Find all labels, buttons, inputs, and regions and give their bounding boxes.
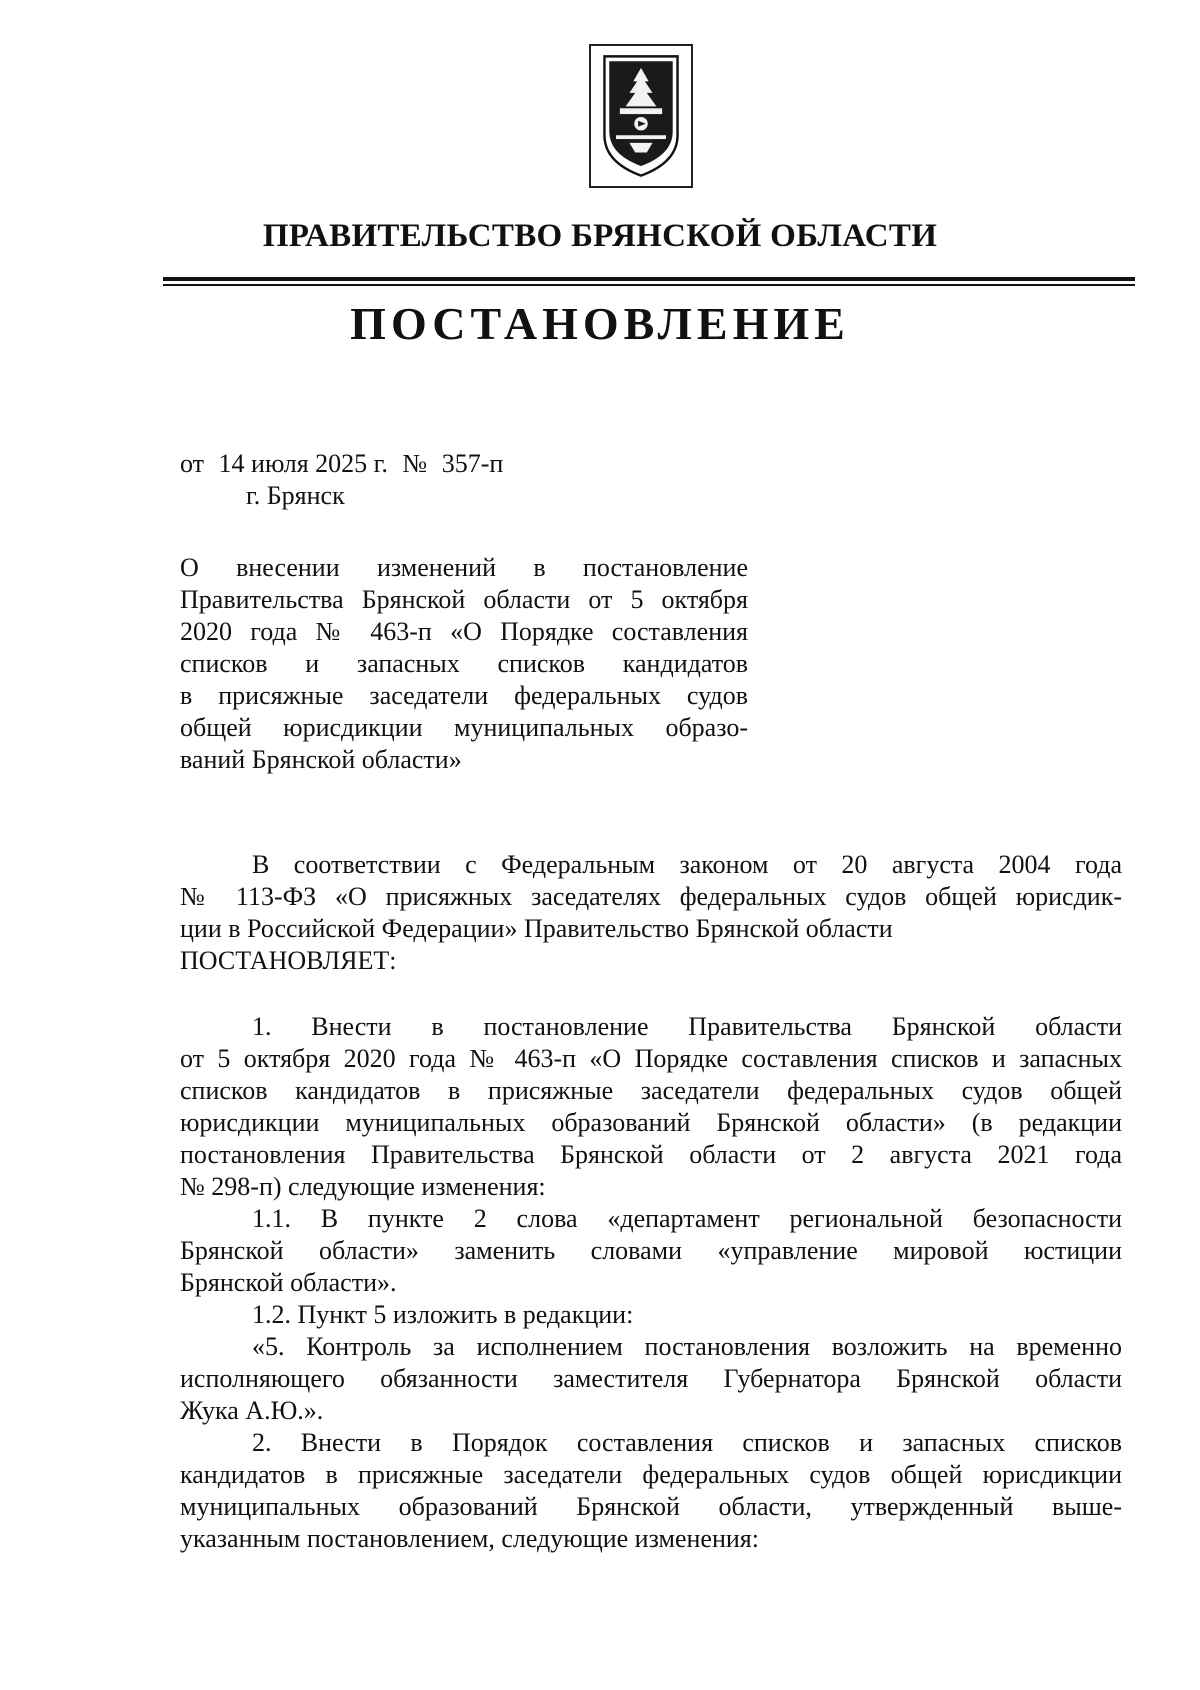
date-prefix: от xyxy=(180,449,205,478)
subject-line: в присяжные заседатели федеральных судов xyxy=(180,681,748,710)
document-type-title: ПОСТАНОВЛЕНИЕ xyxy=(350,298,850,349)
coat-of-arms-icon xyxy=(589,44,693,188)
body-line: 1. Внести в постановление Правительства Брянской области xyxy=(252,1012,1122,1041)
document-city: г. Брянск xyxy=(246,481,345,510)
body-line: В соответствии с Федеральным законом от 20 августа 2004 года xyxy=(252,850,1122,879)
header-rule-thin xyxy=(163,284,1135,286)
body-line: № 298-п) следующие изменения: xyxy=(180,1172,546,1201)
body-line: муниципальных образований Брянской области, утвержденный выше- xyxy=(180,1492,1122,1521)
body-line: Жука А.Ю.». xyxy=(180,1396,324,1425)
subject-line: списков и запасных списков кандидатов xyxy=(180,649,748,678)
body-line: от 5 октября 2020 года № 463-п «О Порядке составления списков и запасных xyxy=(180,1044,1122,1073)
organization-title: ПРАВИТЕЛЬСТВО БРЯНСКОЙ ОБЛАСТИ xyxy=(262,218,938,254)
item-1-paragraph xyxy=(180,1011,1122,1203)
body-line: ПОСТАНОВЛЯЕТ: xyxy=(180,946,397,975)
body-line: указанным постановлением, следующие изменения: xyxy=(180,1524,759,1553)
body-line: постановления Правительства Брянской области от 2 августа 2021 года xyxy=(180,1140,1122,1169)
body-line: кандидатов в присяжные заседатели федеральных судов общей юрисдикции xyxy=(180,1460,1122,1489)
document-date: 14 июля 2025 г. xyxy=(218,449,388,478)
document-number: 357-п xyxy=(441,449,504,478)
item-1-2-paragraph xyxy=(180,1299,1122,1331)
body-line: ции в Российской Федерации» Правительство Брянской области xyxy=(180,914,893,943)
body-line: исполняющего обязанности заместителя Губернатора Брянской области xyxy=(180,1364,1122,1393)
body-line: списков кандидатов в присяжные заседатели федеральных судов общей xyxy=(180,1076,1122,1105)
body-line: № 113-ФЗ «О присяжных заседателях федеральных судов общей юрисдик- xyxy=(180,882,1122,911)
subject-line: общей юрисдикции муниципальных образо- xyxy=(180,713,748,742)
document-meta xyxy=(180,448,503,512)
body-line: юрисдикции муниципальных образований Брянской области» (в редакции xyxy=(180,1108,1122,1137)
body-line: Брянской области». xyxy=(180,1268,397,1297)
subject-line: О внесении изменений в постановление xyxy=(180,553,748,582)
document-subject xyxy=(180,552,748,776)
date-number-line xyxy=(180,448,503,480)
item-2-paragraph xyxy=(180,1427,1122,1555)
document-body xyxy=(180,849,1122,1555)
body-line: 2. Внести в Порядок составления списков и запасных списков xyxy=(252,1428,1122,1457)
body-line: Брянской области» заменить словами «управление мировой юстиции xyxy=(180,1236,1122,1265)
item-1-2-quote-paragraph xyxy=(180,1331,1122,1427)
subject-line: ваний Брянской области» xyxy=(180,745,462,774)
body-line: «5. Контроль за исполнением постановления возложить на временно xyxy=(252,1332,1122,1361)
preamble-paragraph xyxy=(180,849,1122,977)
subject-line: Правительства Брянской области от 5 октября xyxy=(180,585,748,614)
item-1-1-paragraph xyxy=(180,1203,1122,1299)
body-line: 1.2. Пункт 5 изложить в редакции: xyxy=(252,1300,634,1329)
number-sign: № xyxy=(402,449,428,478)
subject-line: 2020 года № 463-п «О Порядке составления xyxy=(180,617,748,646)
body-line: 1.1. В пункте 2 слова «департамент региональной безопасности xyxy=(252,1204,1122,1233)
header-rule-thick xyxy=(163,277,1135,281)
